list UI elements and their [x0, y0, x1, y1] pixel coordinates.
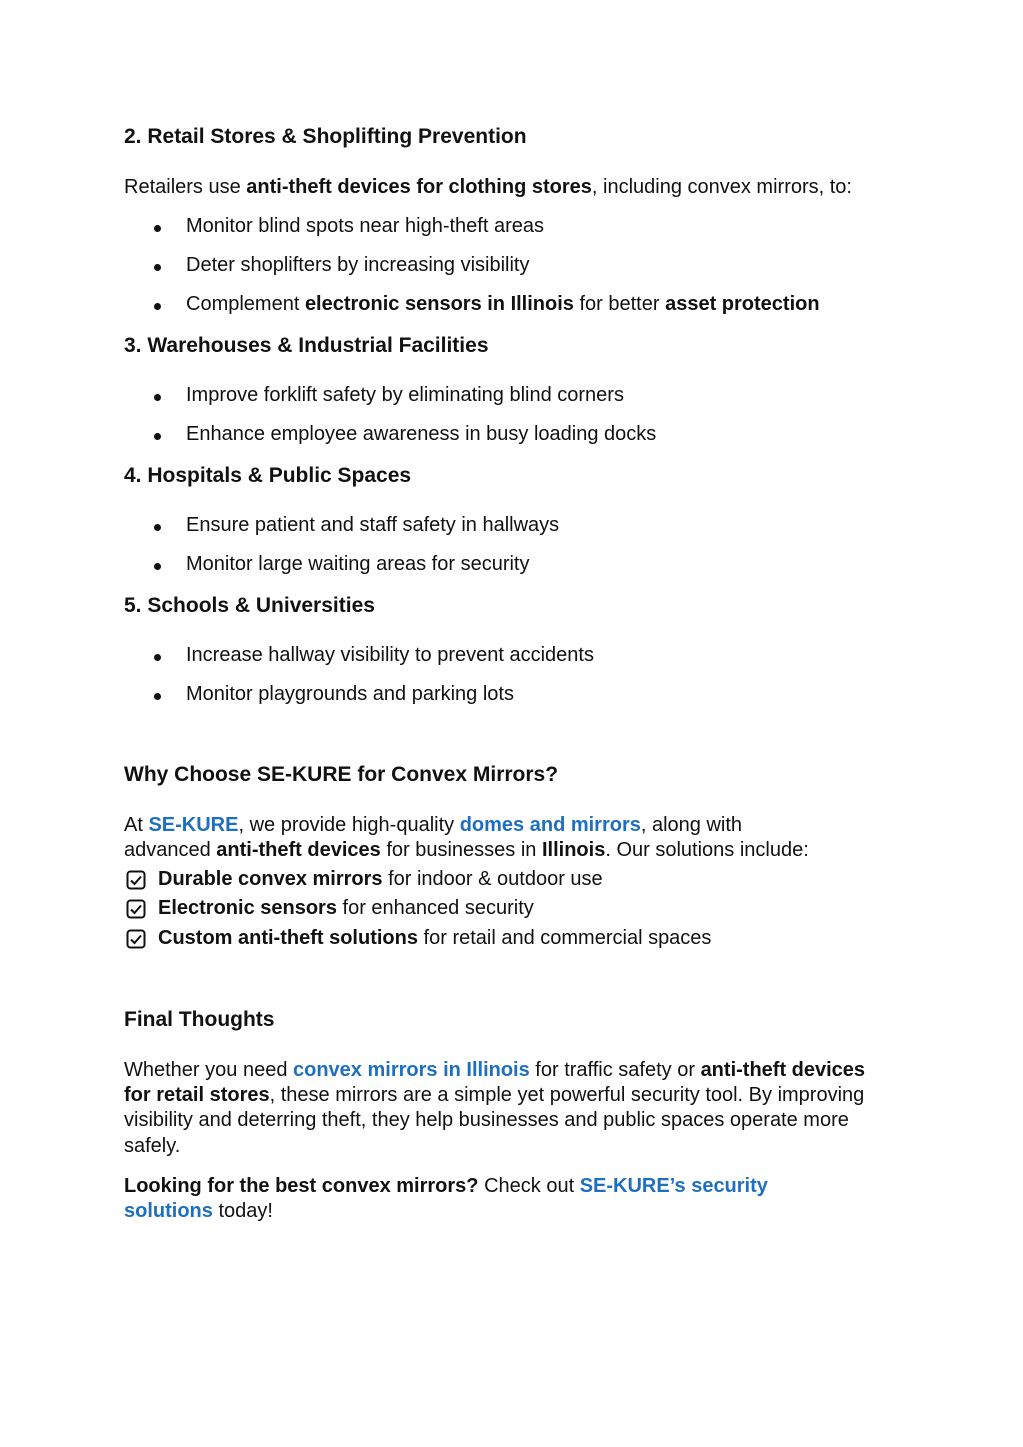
list-item: Monitor playgrounds and parking lots — [186, 683, 514, 705]
check-item: Durable convex mirrors for indoor & outdoor use — [158, 868, 603, 890]
se-kure-link[interactable]: SE-KURE — [148, 814, 239, 836]
section-heading-why: Why Choose SE-KURE for Convex Mirrors? — [124, 763, 559, 786]
checkbox-checked-icon — [126, 870, 146, 890]
list-item: Ensure patient and staff safety in hallways — [186, 514, 560, 536]
list-item: Enhance employee awareness in busy loading docks — [186, 423, 657, 445]
check-item: Custom anti-theft solutions for retail and commercial spaces — [158, 927, 712, 949]
cta-line-1: Looking for the best convex mirrors? Check out SE-KURE’s security — [124, 1175, 768, 1197]
bullet-dot-icon — [154, 693, 161, 700]
list-item: Complement electronic sensors in Illinois for better asset protection — [186, 293, 820, 315]
cta-line-2: solutions today! — [124, 1200, 273, 1222]
why-line-2: advanced anti-theft devices for businesses in Illinois. Our solutions include: — [124, 839, 809, 861]
final-line-4: safely. — [124, 1135, 181, 1157]
section-heading-schools: 5. Schools & Universities — [124, 594, 375, 617]
bullet-dot-icon — [154, 394, 161, 401]
list-item: Monitor blind spots near high-theft areas — [186, 215, 544, 237]
bullet-dot-icon — [154, 524, 161, 531]
list-item: Deter shoplifters by increasing visibility — [186, 254, 530, 276]
section-heading-hospitals: 4. Hospitals & Public Spaces — [124, 464, 412, 487]
check-item: Electronic sensors for enhanced security — [158, 897, 534, 919]
bullet-dot-icon — [154, 563, 161, 570]
final-line-3: visibility and deterring theft, they help businesses and public spaces operate more — [124, 1109, 849, 1131]
checkbox-checked-icon — [126, 899, 146, 919]
bullet-dot-icon — [154, 654, 161, 661]
checkbox-checked-icon — [126, 929, 146, 949]
why-line-1: At SE-KURE, we provide high-quality domes and mirrors, along with — [124, 814, 743, 836]
bullet-dot-icon — [154, 303, 161, 310]
retail-intro: Retailers use anti-theft devices for clothing stores, including convex mirrors, to: — [124, 176, 852, 198]
section-heading-warehouses: 3. Warehouses & Industrial Facilities — [124, 334, 489, 357]
security-solutions-link[interactable]: SE-KURE’s security — [579, 1175, 768, 1197]
bullet-dot-icon — [154, 264, 161, 271]
domes-and-mirrors-link[interactable]: domes and mirrors — [459, 814, 641, 836]
final-line-1: Whether you need convex mirrors in Illinois for traffic safety or anti-theft devices — [124, 1059, 866, 1081]
final-line-2: for retail stores, these mirrors are a simple yet powerful security tool. By improving — [124, 1084, 865, 1106]
bullet-dot-icon — [154, 225, 161, 232]
list-item: Improve forklift safety by eliminating blind corners — [186, 384, 624, 406]
list-item: Monitor large waiting areas for security — [186, 553, 530, 575]
convex-mirrors-illinois-link[interactable]: convex mirrors in Illinois — [293, 1059, 530, 1081]
list-item: Increase hallway visibility to prevent accidents — [186, 644, 594, 666]
section-heading-retail: 2. Retail Stores & Shoplifting Prevention — [124, 125, 527, 148]
bullet-dot-icon — [154, 433, 161, 440]
security-solutions-link-cont[interactable]: solutions — [124, 1200, 213, 1222]
section-heading-final: Final Thoughts — [124, 1008, 275, 1031]
